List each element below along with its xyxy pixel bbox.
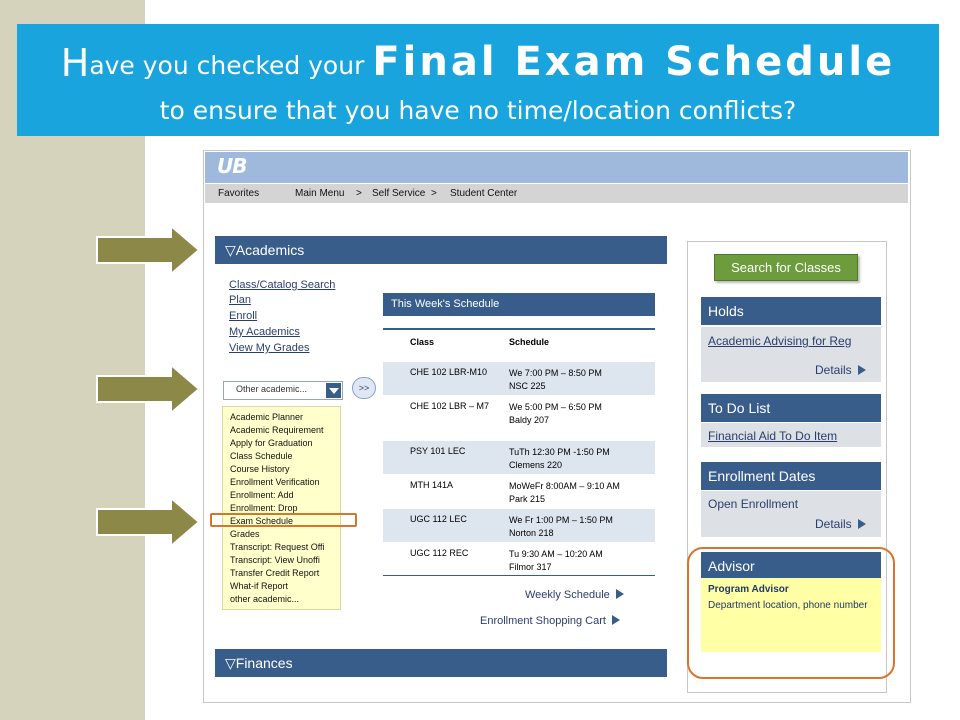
list-item[interactable]: Enrollment: Add [230, 490, 294, 500]
table-row [383, 508, 655, 542]
location-text: Clemens 220 [509, 460, 563, 470]
location-text: Park 215 [509, 494, 546, 504]
shopping-cart-label: Enrollment Shopping Cart [480, 615, 606, 627]
list-item[interactable]: Apply for Graduation [230, 438, 313, 448]
schedule-cell [509, 446, 610, 472]
location-text: Norton 218 [509, 528, 554, 538]
go-button[interactable]: >> [352, 377, 376, 399]
list-item[interactable]: Academic Planner [230, 412, 304, 422]
holds-details-label: Details [815, 363, 852, 377]
schedule-cell [509, 401, 602, 427]
list-item[interactable]: Academic Requirement [230, 425, 324, 435]
header-bar [205, 152, 908, 183]
open-enrollment-text: Open Enrollment [708, 497, 799, 511]
class-catalog-search-link[interactable]: Class/Catalog Search [229, 279, 336, 291]
plan-link[interactable]: Plan [229, 294, 252, 306]
banner-initial: H [60, 41, 90, 85]
class-cell: CHE 102 LBR-M10 [410, 367, 488, 377]
list-item[interactable]: Class Schedule [230, 451, 293, 461]
play-arrow-icon [612, 615, 620, 625]
program-advisor-label: Program Advisor [708, 584, 789, 595]
academic-options-list [222, 406, 341, 610]
weekly-schedule-title: This Week's Schedule [383, 293, 655, 316]
shopping-cart-link[interactable] [480, 615, 620, 627]
list-item[interactable]: Transfer Credit Report [230, 568, 320, 578]
main-menu[interactable]: Main Menu [295, 188, 345, 199]
breadcrumb-self-service[interactable]: Self Service [372, 188, 426, 199]
advisor-info-text: Department location, phone number [708, 600, 868, 611]
todo-header: To Do List [701, 394, 881, 422]
favorites-menu[interactable]: Favorites [218, 188, 260, 199]
class-cell: UGC 112 LEC [410, 514, 467, 524]
class-cell: MTH 141A [410, 480, 454, 490]
exam-schedule-item[interactable]: Exam Schedule [230, 516, 294, 526]
select-value: Other academic... [236, 384, 308, 394]
list-item[interactable]: What-if Report [230, 581, 289, 591]
advisor-highlight [687, 547, 895, 679]
play-arrow-icon [858, 365, 866, 375]
banner-emphasis: Final Exam Schedule [372, 39, 896, 85]
banner-line-2: to ensure that you have no time/location conflicts? [159, 96, 797, 125]
enroll-link[interactable]: Enroll [229, 310, 258, 322]
class-cell: UGC 112 REC [410, 548, 469, 558]
view-my-grades-link[interactable]: View My Grades [229, 342, 310, 354]
holds-header: Holds [701, 297, 881, 325]
list-item[interactable]: Transcript: View Unoffi [230, 555, 320, 565]
schedule-cell [509, 548, 603, 574]
location-text: Filmor 317 [509, 562, 552, 572]
title-banner [17, 24, 939, 136]
banner-line-1 [17, 40, 939, 88]
time-text: Tu 9:30 AM – 10:20 AM [509, 549, 603, 559]
list-item[interactable]: other academic... [230, 594, 300, 604]
pointer-arrow-icon [95, 363, 201, 415]
pointer-arrow-icon [95, 496, 201, 548]
finances-header[interactable]: ▽Finances [215, 649, 667, 677]
advisor-header: Advisor [701, 552, 881, 580]
breadcrumb-separator: > [431, 188, 437, 199]
column-header-schedule: Schedule [509, 337, 550, 347]
enrollment-details-label: Details [815, 517, 852, 531]
ub-logo: UB [217, 154, 247, 178]
schedule-cell [509, 480, 620, 506]
weekly-schedule-label: Weekly Schedule [525, 589, 610, 601]
list-item[interactable]: Course History [230, 464, 290, 474]
time-text: MoWeFr 8:00AM – 9:10 AM [509, 481, 620, 491]
schedule-cell [509, 514, 613, 540]
table-row [383, 440, 655, 474]
play-arrow-icon [616, 589, 624, 599]
time-text: We Fr 1:00 PM – 1:50 PM [509, 515, 613, 525]
breadcrumb-separator: > [356, 188, 362, 199]
breadcrumb [205, 184, 908, 203]
enrollment-dates-header: Enrollment Dates [701, 462, 881, 490]
schedule-column-headers [383, 328, 655, 361]
schedule-bottom-rule [383, 575, 655, 576]
column-header-class: Class [410, 337, 435, 347]
pointer-arrow-icon [95, 224, 201, 276]
breadcrumb-student-center[interactable]: Student Center [450, 188, 518, 199]
exam-schedule-highlight [210, 513, 357, 527]
my-academics-link[interactable]: My Academics [229, 326, 300, 338]
list-item[interactable]: Grades [230, 529, 260, 539]
class-cell: CHE 102 LBR – M7 [410, 401, 490, 411]
holds-link[interactable]: Academic Advising for Reg [708, 334, 852, 348]
banner-line-1-text: ave you checked your [89, 51, 365, 80]
weekly-schedule-link[interactable] [525, 589, 624, 601]
holds-details-link[interactable] [815, 363, 866, 377]
time-text: TuTh 12:30 PM -1:50 PM [509, 447, 610, 457]
class-cell: PSY 101 LEC [410, 446, 466, 456]
time-text: We 7:00 PM – 8:50 PM [509, 368, 602, 378]
list-item[interactable]: Enrollment Verification [230, 477, 320, 487]
location-text: Baldy 207 [509, 415, 550, 425]
list-item[interactable]: Transcript: Request Offi [230, 542, 325, 552]
enrollment-details-link[interactable] [815, 517, 866, 531]
table-row [383, 395, 655, 429]
todo-link[interactable]: Financial Aid To Do Item [708, 429, 838, 443]
time-text: We 5:00 PM – 6:50 PM [509, 402, 602, 412]
other-academic-select[interactable] [223, 381, 343, 400]
table-row [383, 474, 655, 508]
search-for-classes-button[interactable]: Search for Classes [714, 254, 858, 281]
schedule-cell [509, 367, 602, 393]
play-arrow-icon [858, 519, 866, 529]
table-row [383, 361, 655, 395]
table-row [383, 542, 655, 576]
list-item[interactable]: Enrollment: Drop [230, 503, 298, 513]
academics-header[interactable]: ▽Academics [215, 236, 667, 264]
location-text: NSC 225 [509, 381, 546, 391]
chevron-down-icon[interactable] [326, 383, 341, 398]
